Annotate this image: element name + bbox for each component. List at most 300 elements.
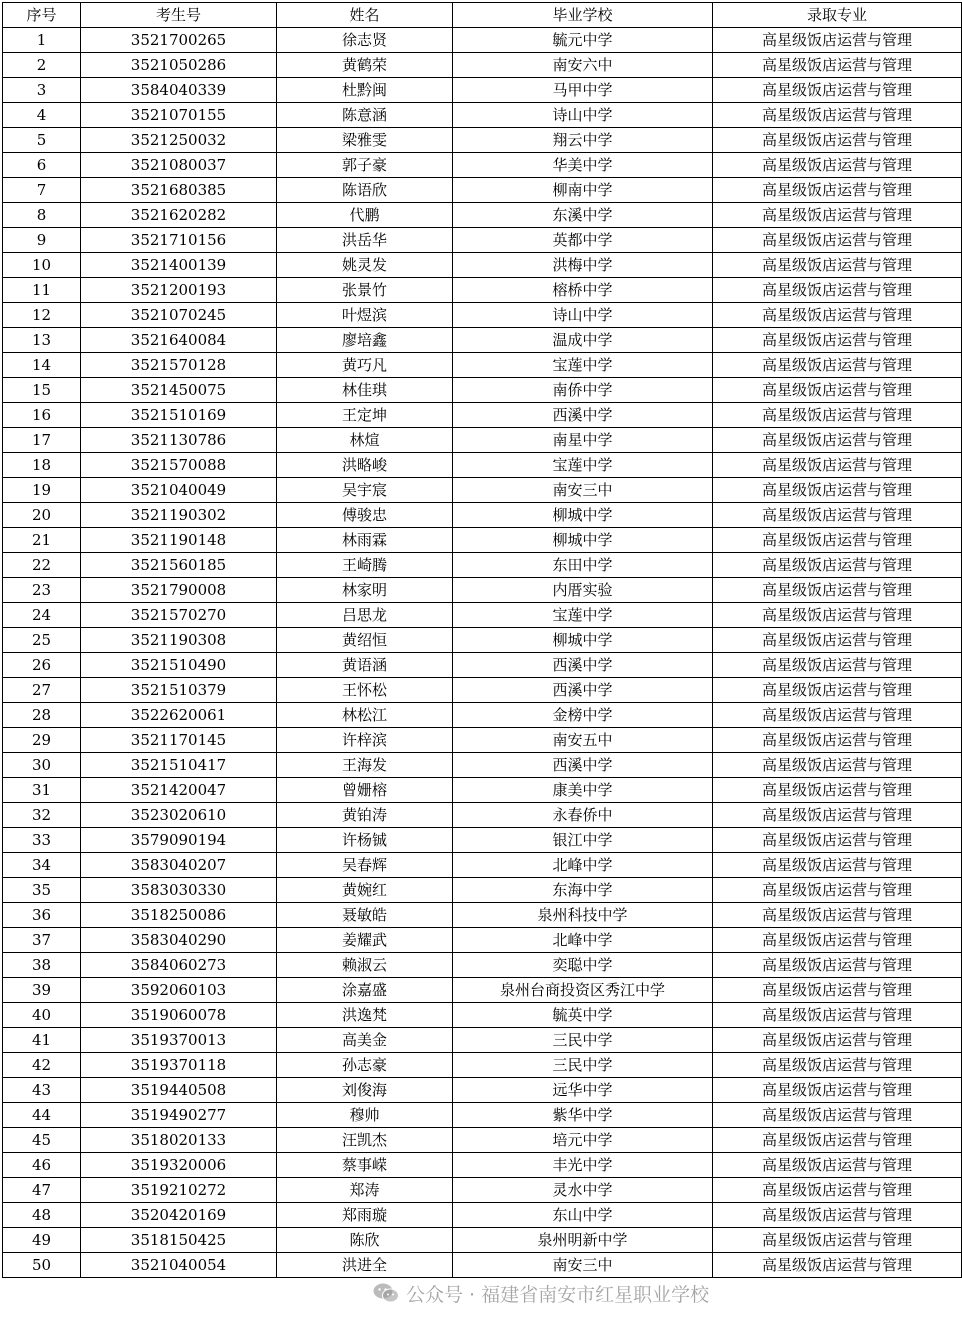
- table-row: [3, 303, 962, 328]
- cell-name: 吴宇宸: [277, 478, 453, 503]
- cell-exam-id: 3521070155: [81, 103, 277, 128]
- cell-major: 高星级饭店运营与管理: [713, 578, 962, 603]
- cell-school: 灵水中学: [453, 1178, 713, 1203]
- cell-seq: 17: [3, 428, 81, 453]
- table-row: [3, 328, 962, 353]
- cell-name: 黄鹤荣: [277, 53, 453, 78]
- cell-exam-id: 3523020610: [81, 803, 277, 828]
- cell-school: 内厝实验: [453, 578, 713, 603]
- cell-seq: 25: [3, 628, 81, 653]
- cell-exam-id: 3521400139: [81, 253, 277, 278]
- cell-seq: 38: [3, 953, 81, 978]
- cell-school: 丰光中学: [453, 1153, 713, 1178]
- cell-name: 陈意涵: [277, 103, 453, 128]
- cell-exam-id: 3521050286: [81, 53, 277, 78]
- cell-school: 华美中学: [453, 153, 713, 178]
- table-row: [3, 653, 962, 678]
- cell-major: 高星级饭店运营与管理: [713, 678, 962, 703]
- cell-school: 东山中学: [453, 1203, 713, 1228]
- table-row: [3, 1153, 962, 1178]
- cell-name: 林松江: [277, 703, 453, 728]
- cell-name: 廖培鑫: [277, 328, 453, 353]
- cell-name: 赖淑云: [277, 953, 453, 978]
- cell-school: 北峰中学: [453, 853, 713, 878]
- cell-exam-id: 3521040054: [81, 1253, 277, 1278]
- table-row: [3, 178, 962, 203]
- cell-seq: 34: [3, 853, 81, 878]
- cell-exam-id: 3519370118: [81, 1053, 277, 1078]
- cell-seq: 14: [3, 353, 81, 378]
- cell-seq: 41: [3, 1028, 81, 1053]
- cell-seq: 3: [3, 78, 81, 103]
- admission-list-table: [2, 2, 962, 1278]
- cell-name: 代鹏: [277, 203, 453, 228]
- watermark-text: 公众号 · 福建省南安市红星职业学校: [406, 1283, 710, 1306]
- cell-major: 高星级饭店运营与管理: [713, 253, 962, 278]
- cell-seq: 30: [3, 753, 81, 778]
- cell-major: 高星级饭店运营与管理: [713, 1203, 962, 1228]
- cell-seq: 40: [3, 1003, 81, 1028]
- cell-school: 南星中学: [453, 428, 713, 453]
- table-row: [3, 1203, 962, 1228]
- cell-major: 高星级饭店运营与管理: [713, 78, 962, 103]
- cell-major: 高星级饭店运营与管理: [713, 278, 962, 303]
- table-row: [3, 353, 962, 378]
- cell-name: 刘俊海: [277, 1078, 453, 1103]
- table-row: [3, 828, 962, 853]
- cell-exam-id: 3521190308: [81, 628, 277, 653]
- cell-school: 柳南中学: [453, 178, 713, 203]
- table-header-row: [3, 3, 962, 28]
- cell-major: 高星级饭店运营与管理: [713, 453, 962, 478]
- cell-name: 涂嘉盛: [277, 978, 453, 1003]
- cell-name: 姚灵发: [277, 253, 453, 278]
- table-row: [3, 428, 962, 453]
- table-row: [3, 28, 962, 53]
- cell-major: 高星级饭店运营与管理: [713, 703, 962, 728]
- cell-name: 黄铂涛: [277, 803, 453, 828]
- cell-seq: 13: [3, 328, 81, 353]
- cell-major: 高星级饭店运营与管理: [713, 428, 962, 453]
- table-row: [3, 753, 962, 778]
- cell-major: 高星级饭店运营与管理: [713, 403, 962, 428]
- cell-exam-id: 3521510169: [81, 403, 277, 428]
- cell-seq: 48: [3, 1203, 81, 1228]
- cell-school: 培元中学: [453, 1128, 713, 1153]
- cell-name: 叶煜滨: [277, 303, 453, 328]
- cell-school: 北峰中学: [453, 928, 713, 953]
- cell-school: 宝莲中学: [453, 603, 713, 628]
- cell-exam-id: 3521700265: [81, 28, 277, 53]
- cell-school: 康美中学: [453, 778, 713, 803]
- cell-name: 孙志豪: [277, 1053, 453, 1078]
- table-row: [3, 478, 962, 503]
- table-row: [3, 153, 962, 178]
- cell-major: 高星级饭店运营与管理: [713, 1128, 962, 1153]
- table-row: [3, 378, 962, 403]
- table-row: [3, 1053, 962, 1078]
- cell-seq: 19: [3, 478, 81, 503]
- cell-school: 宝莲中学: [453, 453, 713, 478]
- cell-school: 泉州科技中学: [453, 903, 713, 928]
- cell-exam-id: 3521510379: [81, 678, 277, 703]
- table-row: [3, 953, 962, 978]
- cell-name: 黄绍恒: [277, 628, 453, 653]
- cell-major: 高星级饭店运营与管理: [713, 303, 962, 328]
- cell-major: 高星级饭店运营与管理: [713, 128, 962, 153]
- table-row: [3, 503, 962, 528]
- cell-seq: 4: [3, 103, 81, 128]
- cell-exam-id: 3521080037: [81, 153, 277, 178]
- cell-major: 高星级饭店运营与管理: [713, 328, 962, 353]
- cell-school: 榕桥中学: [453, 278, 713, 303]
- cell-exam-id: 3521510490: [81, 653, 277, 678]
- cell-seq: 32: [3, 803, 81, 828]
- cell-exam-id: 3521070245: [81, 303, 277, 328]
- cell-exam-id: 3583040290: [81, 928, 277, 953]
- cell-exam-id: 3521200193: [81, 278, 277, 303]
- cell-seq: 46: [3, 1153, 81, 1178]
- header-name: 姓名: [277, 3, 453, 28]
- table-row: [3, 528, 962, 553]
- cell-seq: 27: [3, 678, 81, 703]
- cell-school: 南安三中: [453, 1253, 713, 1278]
- cell-seq: 9: [3, 228, 81, 253]
- cell-name: 高美金: [277, 1028, 453, 1053]
- table-row: [3, 553, 962, 578]
- cell-seq: 49: [3, 1228, 81, 1253]
- cell-exam-id: 3583030330: [81, 878, 277, 903]
- cell-name: 徐志贤: [277, 28, 453, 53]
- cell-seq: 20: [3, 503, 81, 528]
- cell-exam-id: 3521420047: [81, 778, 277, 803]
- cell-major: 高星级饭店运营与管理: [713, 903, 962, 928]
- table-row: [3, 1253, 962, 1278]
- cell-major: 高星级饭店运营与管理: [713, 1153, 962, 1178]
- header-exam-id: 考生号: [81, 3, 277, 28]
- cell-seq: 39: [3, 978, 81, 1003]
- cell-name: 王定坤: [277, 403, 453, 428]
- cell-school: 西溪中学: [453, 753, 713, 778]
- cell-name: 聂敏皓: [277, 903, 453, 928]
- cell-name: 陈欣: [277, 1228, 453, 1253]
- cell-exam-id: 3584060273: [81, 953, 277, 978]
- cell-major: 高星级饭店运营与管理: [713, 503, 962, 528]
- table-row: [3, 403, 962, 428]
- cell-school: 远华中学: [453, 1078, 713, 1103]
- cell-exam-id: 3519320006: [81, 1153, 277, 1178]
- cell-school: 南安五中: [453, 728, 713, 753]
- cell-exam-id: 3519440508: [81, 1078, 277, 1103]
- table-row: [3, 878, 962, 903]
- cell-exam-id: 3519210272: [81, 1178, 277, 1203]
- cell-school: 翔云中学: [453, 128, 713, 153]
- cell-seq: 26: [3, 653, 81, 678]
- cell-school: 西溪中学: [453, 653, 713, 678]
- cell-name: 洪略峻: [277, 453, 453, 478]
- cell-seq: 42: [3, 1053, 81, 1078]
- cell-major: 高星级饭店运营与管理: [713, 1178, 962, 1203]
- cell-exam-id: 3521130786: [81, 428, 277, 453]
- cell-exam-id: 3521790008: [81, 578, 277, 603]
- cell-name: 杜黔闽: [277, 78, 453, 103]
- table-row: [3, 1228, 962, 1253]
- cell-seq: 50: [3, 1253, 81, 1278]
- cell-exam-id: 3521510417: [81, 753, 277, 778]
- cell-seq: 10: [3, 253, 81, 278]
- cell-major: 高星级饭店运营与管理: [713, 978, 962, 1003]
- cell-seq: 5: [3, 128, 81, 153]
- cell-name: 汪凯杰: [277, 1128, 453, 1153]
- table-row: [3, 53, 962, 78]
- cell-name: 姜耀武: [277, 928, 453, 953]
- cell-school: 柳城中学: [453, 628, 713, 653]
- cell-seq: 15: [3, 378, 81, 403]
- cell-exam-id: 3518020133: [81, 1128, 277, 1153]
- cell-exam-id: 3521680385: [81, 178, 277, 203]
- cell-exam-id: 3521170145: [81, 728, 277, 753]
- cell-major: 高星级饭店运营与管理: [713, 1053, 962, 1078]
- cell-exam-id: 3521560185: [81, 553, 277, 578]
- table-row: [3, 1103, 962, 1128]
- cell-school: 东田中学: [453, 553, 713, 578]
- cell-name: 黄巧凡: [277, 353, 453, 378]
- cell-major: 高星级饭店运营与管理: [713, 778, 962, 803]
- cell-seq: 12: [3, 303, 81, 328]
- table-body: [3, 28, 962, 1278]
- cell-exam-id: 3518150425: [81, 1228, 277, 1253]
- cell-exam-id: 3519060078: [81, 1003, 277, 1028]
- cell-school: 三民中学: [453, 1028, 713, 1053]
- header-school: 毕业学校: [453, 3, 713, 28]
- cell-exam-id: 3518250086: [81, 903, 277, 928]
- cell-school: 英都中学: [453, 228, 713, 253]
- cell-name: 王海发: [277, 753, 453, 778]
- cell-seq: 31: [3, 778, 81, 803]
- table-row: [3, 278, 962, 303]
- cell-seq: 6: [3, 153, 81, 178]
- cell-major: 高星级饭店运营与管理: [713, 1103, 962, 1128]
- cell-school: 银江中学: [453, 828, 713, 853]
- cell-exam-id: 3521570088: [81, 453, 277, 478]
- cell-major: 高星级饭店运营与管理: [713, 228, 962, 253]
- table-row: [3, 1178, 962, 1203]
- cell-name: 吕思龙: [277, 603, 453, 628]
- cell-major: 高星级饭店运营与管理: [713, 1253, 962, 1278]
- cell-major: 高星级饭店运营与管理: [713, 353, 962, 378]
- cell-school: 毓英中学: [453, 1003, 713, 1028]
- cell-name: 穆帅: [277, 1103, 453, 1128]
- cell-school: 南安三中: [453, 478, 713, 503]
- table-row: [3, 103, 962, 128]
- cell-school: 金榜中学: [453, 703, 713, 728]
- cell-major: 高星级饭店运营与管理: [713, 828, 962, 853]
- table-row: [3, 978, 962, 1003]
- cell-exam-id: 3579090194: [81, 828, 277, 853]
- cell-exam-id: 3521190148: [81, 528, 277, 553]
- cell-school: 洪梅中学: [453, 253, 713, 278]
- cell-seq: 44: [3, 1103, 81, 1128]
- cell-major: 高星级饭店运营与管理: [713, 28, 962, 53]
- cell-school: 西溪中学: [453, 403, 713, 428]
- cell-major: 高星级饭店运营与管理: [713, 203, 962, 228]
- cell-seq: 36: [3, 903, 81, 928]
- cell-school: 柳城中学: [453, 503, 713, 528]
- cell-exam-id: 3521250032: [81, 128, 277, 153]
- cell-name: 洪岳华: [277, 228, 453, 253]
- cell-name: 林雨霖: [277, 528, 453, 553]
- cell-seq: 7: [3, 178, 81, 203]
- cell-major: 高星级饭店运营与管理: [713, 753, 962, 778]
- table-row: [3, 453, 962, 478]
- cell-school: 泉州台商投资区秀江中学: [453, 978, 713, 1003]
- cell-seq: 45: [3, 1128, 81, 1153]
- cell-major: 高星级饭店运营与管理: [713, 553, 962, 578]
- cell-school: 诗山中学: [453, 303, 713, 328]
- table-row: [3, 778, 962, 803]
- cell-name: 张景竹: [277, 278, 453, 303]
- cell-school: 永春侨中: [453, 803, 713, 828]
- cell-exam-id: 3521570270: [81, 603, 277, 628]
- cell-school: 奕聪中学: [453, 953, 713, 978]
- cell-seq: 47: [3, 1178, 81, 1203]
- cell-school: 三民中学: [453, 1053, 713, 1078]
- cell-name: 王怀松: [277, 678, 453, 703]
- cell-name: 陈语欣: [277, 178, 453, 203]
- cell-major: 高星级饭店运营与管理: [713, 1003, 962, 1028]
- table-row: [3, 728, 962, 753]
- cell-school: 东溪中学: [453, 203, 713, 228]
- cell-exam-id: 3583040207: [81, 853, 277, 878]
- cell-name: 林家明: [277, 578, 453, 603]
- cell-seq: 1: [3, 28, 81, 53]
- cell-school: 马甲中学: [453, 78, 713, 103]
- cell-seq: 23: [3, 578, 81, 603]
- cell-name: 吴春辉: [277, 853, 453, 878]
- cell-exam-id: 3520420169: [81, 1203, 277, 1228]
- cell-seq: 16: [3, 403, 81, 428]
- table-row: [3, 578, 962, 603]
- cell-name: 洪进全: [277, 1253, 453, 1278]
- cell-exam-id: 3521040049: [81, 478, 277, 503]
- table-row: [3, 228, 962, 253]
- cell-name: 许梓滨: [277, 728, 453, 753]
- table-row: [3, 203, 962, 228]
- cell-name: 许杨铖: [277, 828, 453, 853]
- table-row: [3, 628, 962, 653]
- cell-name: 王崎腾: [277, 553, 453, 578]
- cell-seq: 21: [3, 528, 81, 553]
- header-major: 录取专业: [713, 3, 962, 28]
- table-row: [3, 1003, 962, 1028]
- cell-name: 梁雅雯: [277, 128, 453, 153]
- cell-exam-id: 3521570128: [81, 353, 277, 378]
- cell-seq: 33: [3, 828, 81, 853]
- cell-name: 曾姗榕: [277, 778, 453, 803]
- cell-school: 毓元中学: [453, 28, 713, 53]
- cell-major: 高星级饭店运营与管理: [713, 928, 962, 953]
- cell-school: 宝莲中学: [453, 353, 713, 378]
- cell-name: 林煊: [277, 428, 453, 453]
- table-row: [3, 853, 962, 878]
- cell-school: 诗山中学: [453, 103, 713, 128]
- cell-seq: 24: [3, 603, 81, 628]
- table-row: [3, 678, 962, 703]
- cell-school: 泉州明新中学: [453, 1228, 713, 1253]
- watermark: [372, 1280, 709, 1306]
- cell-name: 黄语涵: [277, 653, 453, 678]
- cell-seq: 11: [3, 278, 81, 303]
- cell-exam-id: 3522620061: [81, 703, 277, 728]
- cell-seq: 8: [3, 203, 81, 228]
- cell-major: 高星级饭店运营与管理: [713, 878, 962, 903]
- cell-name: 蔡事嵘: [277, 1153, 453, 1178]
- cell-exam-id: 3592060103: [81, 978, 277, 1003]
- cell-seq: 37: [3, 928, 81, 953]
- cell-school: 柳城中学: [453, 528, 713, 553]
- cell-seq: 22: [3, 553, 81, 578]
- cell-major: 高星级饭店运营与管理: [713, 1028, 962, 1053]
- cell-name: 郭子豪: [277, 153, 453, 178]
- table-row: [3, 128, 962, 153]
- cell-exam-id: 3521450075: [81, 378, 277, 403]
- cell-major: 高星级饭店运营与管理: [713, 1228, 962, 1253]
- table-row: [3, 1078, 962, 1103]
- cell-seq: 28: [3, 703, 81, 728]
- cell-major: 高星级饭店运营与管理: [713, 653, 962, 678]
- cell-name: 洪逸梵: [277, 1003, 453, 1028]
- cell-major: 高星级饭店运营与管理: [713, 103, 962, 128]
- table-row: [3, 928, 962, 953]
- table-row: [3, 1028, 962, 1053]
- cell-seq: 29: [3, 728, 81, 753]
- table-row: [3, 903, 962, 928]
- cell-seq: 18: [3, 453, 81, 478]
- cell-name: 黄婉红: [277, 878, 453, 903]
- cell-school: 南侨中学: [453, 378, 713, 403]
- table-row: [3, 603, 962, 628]
- header-seq: 序号: [3, 3, 81, 28]
- cell-major: 高星级饭店运营与管理: [713, 803, 962, 828]
- cell-school: 紫华中学: [453, 1103, 713, 1128]
- cell-seq: 43: [3, 1078, 81, 1103]
- cell-name: 傅骏忠: [277, 503, 453, 528]
- cell-major: 高星级饭店运营与管理: [713, 628, 962, 653]
- cell-major: 高星级饭店运营与管理: [713, 1078, 962, 1103]
- cell-major: 高星级饭店运营与管理: [713, 728, 962, 753]
- cell-major: 高星级饭店运营与管理: [713, 478, 962, 503]
- cell-major: 高星级饭店运营与管理: [713, 953, 962, 978]
- cell-seq: 2: [3, 53, 81, 78]
- cell-major: 高星级饭店运营与管理: [713, 603, 962, 628]
- cell-major: 高星级饭店运营与管理: [713, 53, 962, 78]
- cell-major: 高星级饭店运营与管理: [713, 178, 962, 203]
- cell-exam-id: 3521190302: [81, 503, 277, 528]
- cell-school: 南安六中: [453, 53, 713, 78]
- cell-exam-id: 3521620282: [81, 203, 277, 228]
- cell-exam-id: 3521710156: [81, 228, 277, 253]
- cell-name: 郑涛: [277, 1178, 453, 1203]
- table-row: [3, 703, 962, 728]
- cell-seq: 35: [3, 878, 81, 903]
- cell-school: 西溪中学: [453, 678, 713, 703]
- table-row: [3, 253, 962, 278]
- cell-major: 高星级饭店运营与管理: [713, 378, 962, 403]
- cell-school: 东海中学: [453, 878, 713, 903]
- cell-exam-id: 3521640084: [81, 328, 277, 353]
- cell-exam-id: 3519490277: [81, 1103, 277, 1128]
- table-row: [3, 803, 962, 828]
